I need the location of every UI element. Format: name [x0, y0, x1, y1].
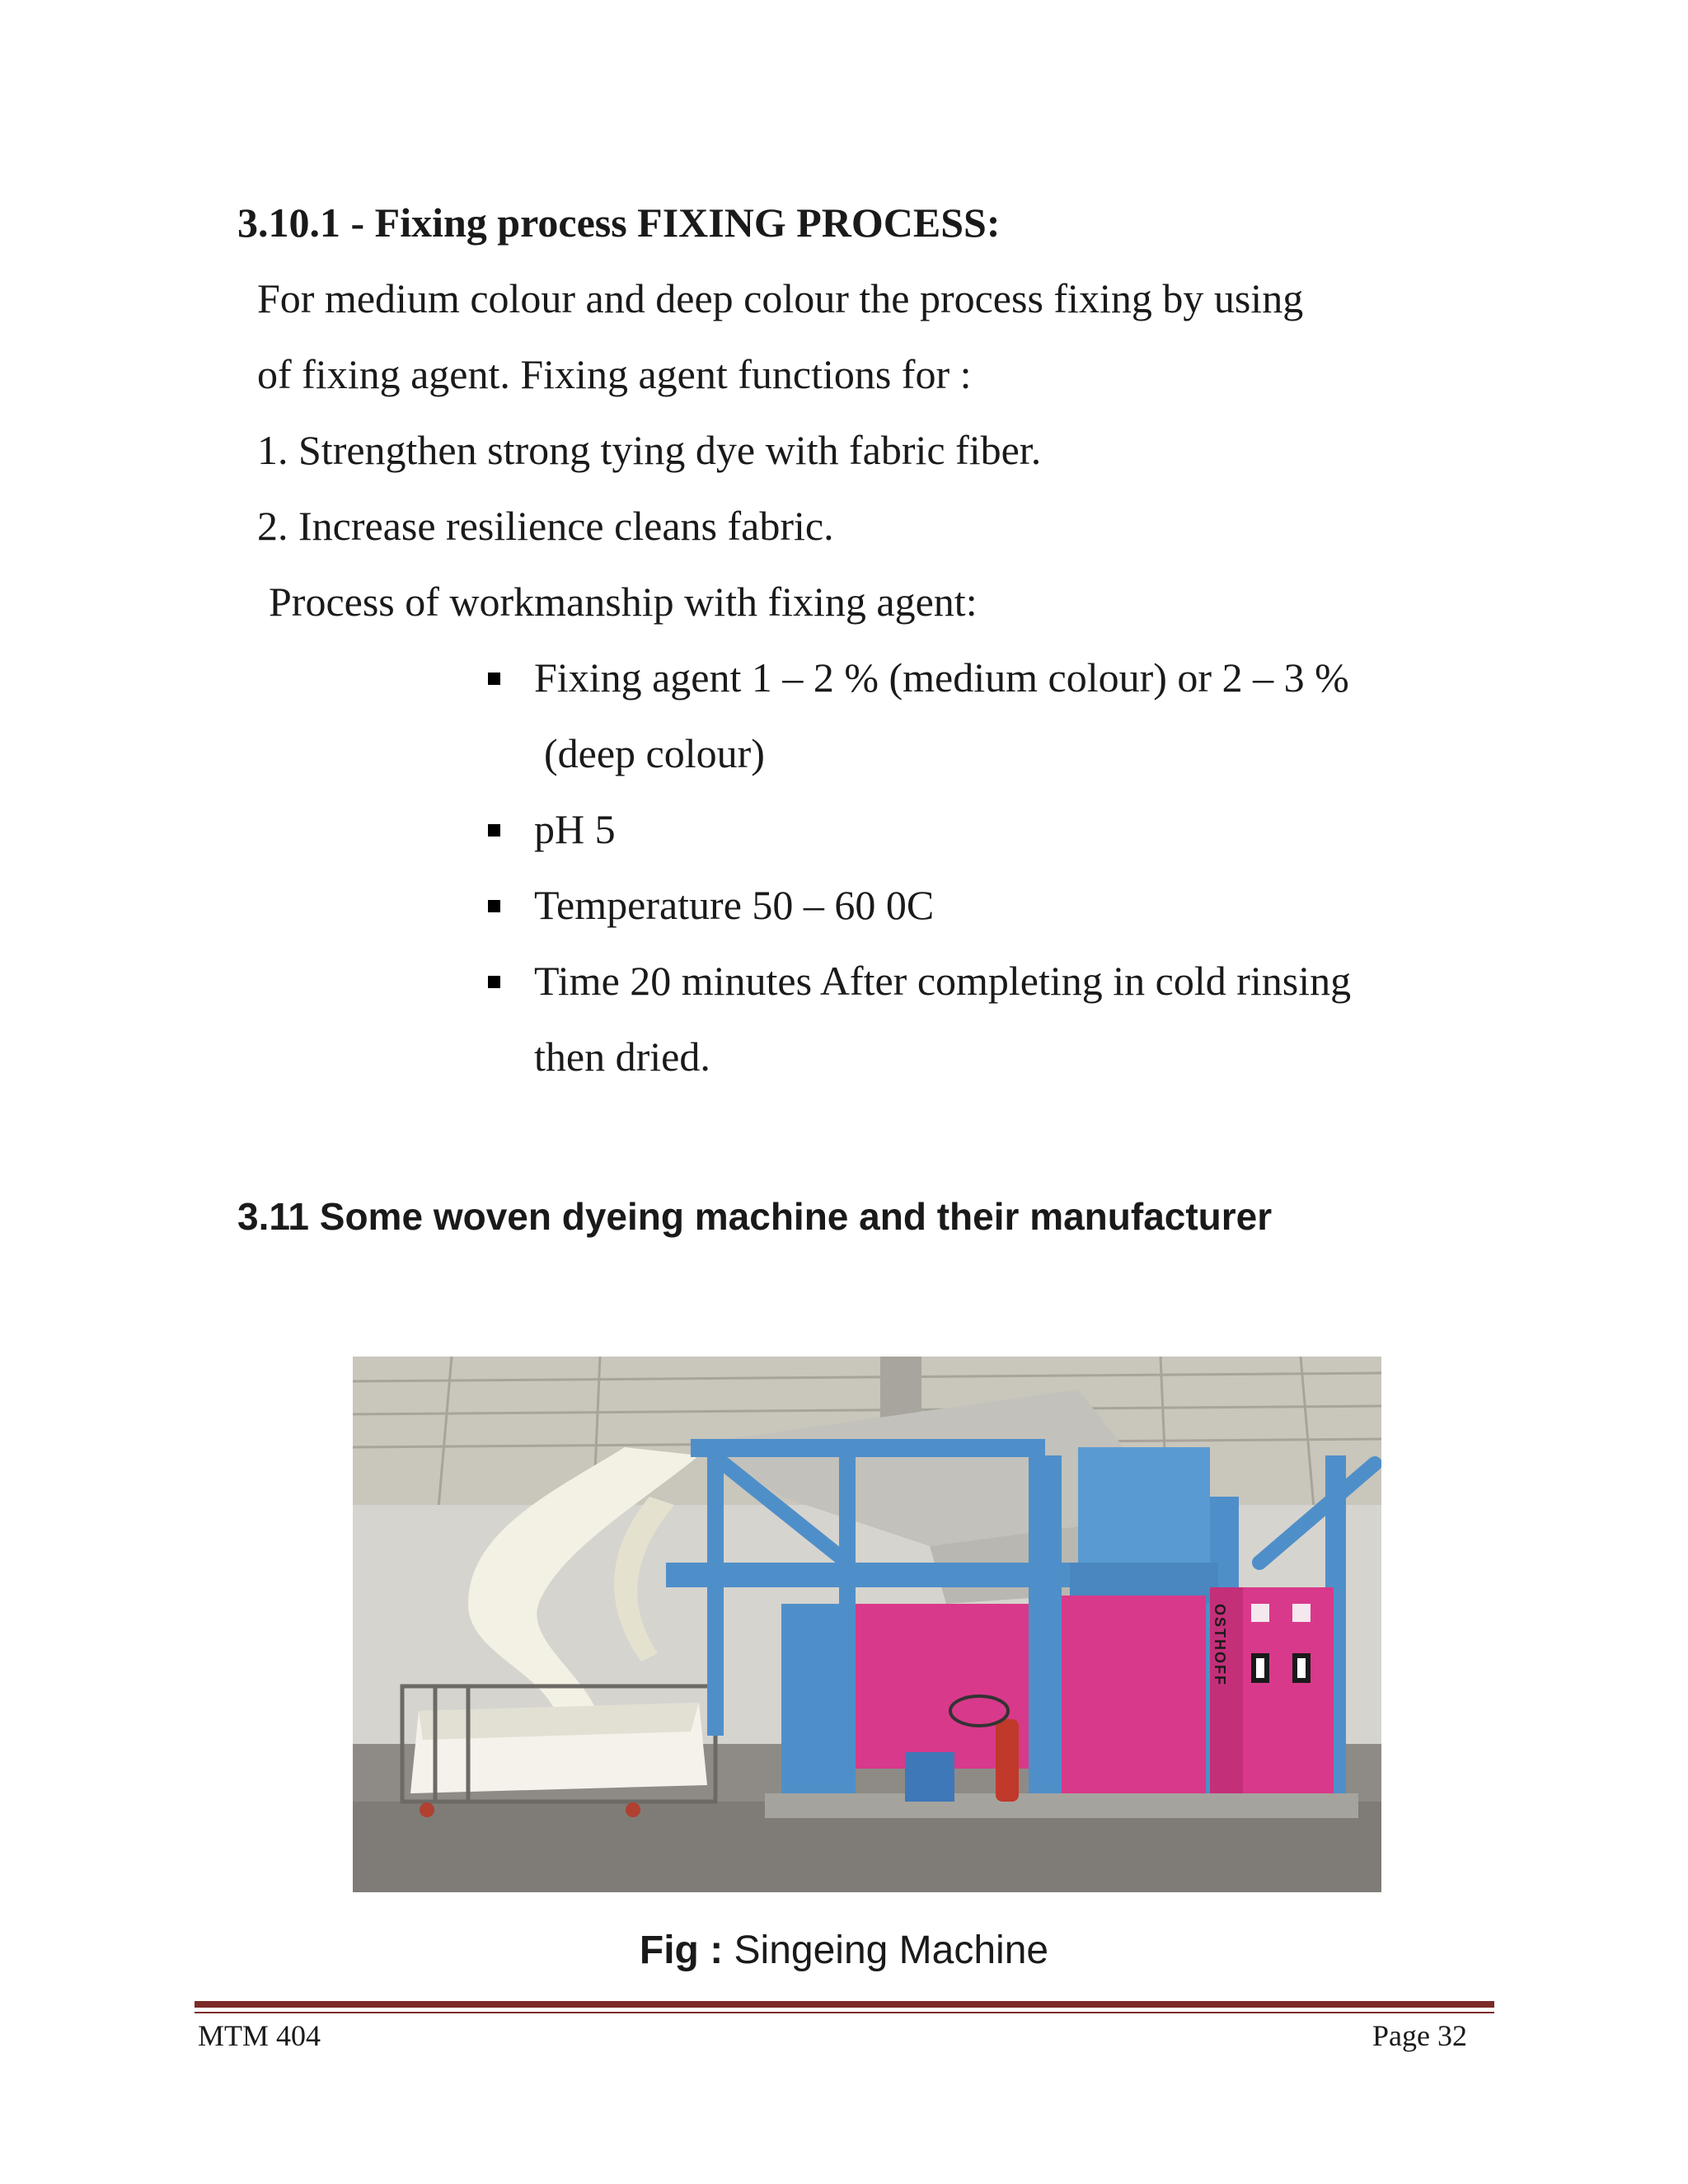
machine-brand-label: OSTHOFF	[1212, 1604, 1228, 1686]
section-heading-fixing-process: 3.10.1 - Fixing process FIXING PROCESS:	[237, 199, 1001, 246]
figure-caption-label: Fig :	[639, 1929, 724, 1972]
paragraph-line-1: For medium colour and deep colour the process fixing by using	[257, 275, 1304, 321]
square-bullet-icon	[488, 976, 500, 988]
bullet-time: Time 20 minutes After completing in cold rinsing	[534, 958, 1352, 1004]
figure-caption-text: Singeing Machine	[723, 1929, 1049, 1972]
numbered-item-2: 2. Increase resilience cleans fabric.	[257, 503, 834, 549]
square-bullet-icon	[488, 900, 500, 912]
numbered-item-1: 1. Strengthen strong tying dye with fabric fiber.	[257, 427, 1042, 473]
footer-course-code: MTM 404	[198, 2019, 321, 2052]
process-intro: Process of workmanship with fixing agent:	[269, 579, 978, 625]
bullet-temperature: Temperature 50 – 60 0C	[534, 882, 935, 928]
bullet-fixing-agent-continued: (deep colour)	[544, 730, 765, 776]
section-heading-woven-dyeing-machines: 3.11 Some woven dyeing machine and their manufacturer	[237, 1195, 1273, 1238]
footer-divider-thick	[195, 2001, 1494, 2008]
square-bullet-icon	[488, 824, 500, 837]
footer-divider-thin	[195, 2012, 1494, 2013]
bullet-fixing-agent: Fixing agent 1 – 2 % (medium colour) or 2 – 3 %	[534, 654, 1349, 701]
bullet-time-continued: then dried.	[534, 1033, 710, 1080]
singeing-machine-photo	[353, 1357, 1381, 1892]
figure-caption	[0, 1927, 1688, 1975]
footer-page-number: Page 32	[1372, 2019, 1467, 2052]
paragraph-line-2: of fixing agent. Fixing agent functions for :	[257, 351, 972, 397]
bullet-ph: pH 5	[534, 806, 616, 852]
square-bullet-icon	[488, 673, 500, 685]
